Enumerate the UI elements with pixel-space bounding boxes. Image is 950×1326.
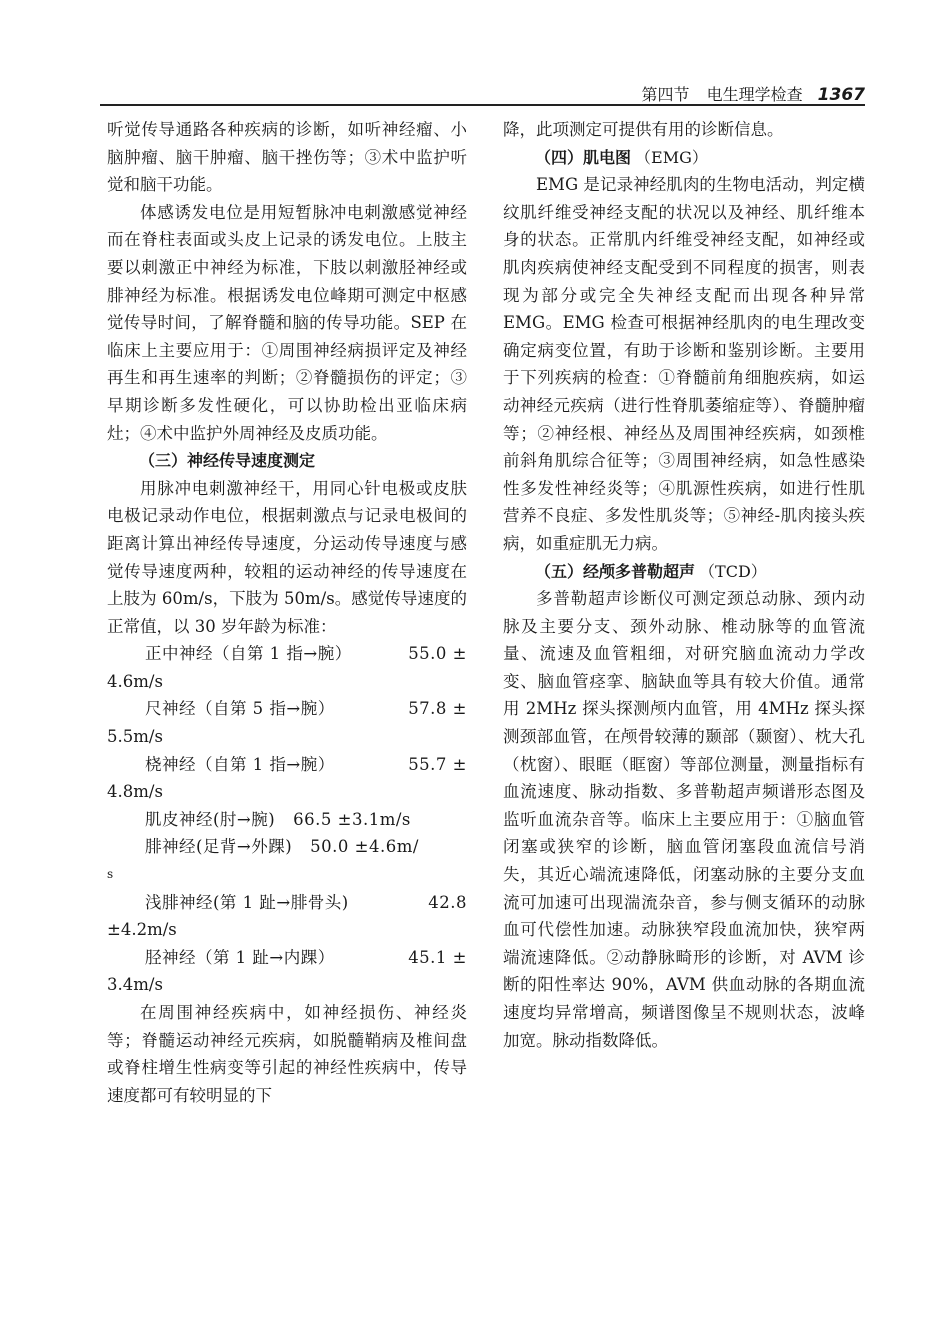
value-entry <box>107 944 467 999</box>
value-entry <box>107 889 467 944</box>
section-heading-abbr: （TCD） <box>699 561 767 581</box>
value-entry <box>107 695 467 750</box>
paragraph-ncv: 用脉冲电刺激神经干，用同心针电极或皮肤电极记录动作电位，根据刺激点与记录电极间的距离计算出神经传导速度，分运动传导速度与感觉传导速度两种，较粗的运动神经的传导速度在上肢为 60m/s，下肢为 50m/s。感觉传导速度的正常值，以 30 岁年龄为标准： <box>107 478 467 636</box>
right-column <box>503 116 865 1054</box>
section-heading-emg <box>503 144 865 172</box>
value-entry <box>107 833 467 888</box>
nerve-name: 腓神经(足背→外踝) <box>144 837 293 857</box>
value-entry <box>107 751 467 806</box>
nerve-value-cont: 4.6m/s <box>107 671 163 691</box>
value-entry <box>107 806 467 834</box>
nerve-name: 桡神经（自第 1 指→腕） <box>144 754 335 774</box>
paragraph-peripheral-disease: 在周围神经疾病中，如神经损伤、神经炎等；脊髓运动神经元疾病，如脱髓鞘病及椎间盘或脊柱增生性病变等引起的神经性疾病中，传导速度都可有较明显的下 <box>107 1003 467 1105</box>
page-header <box>100 80 865 106</box>
section-heading-number: （三） <box>139 451 188 471</box>
nerve-value: 57.8 ± <box>408 699 467 719</box>
nerve-name: 正中神经（自第 1 指→腕） <box>144 644 352 664</box>
page-number: 1367 <box>817 85 865 105</box>
section-heading-title: 神经传导速度测定 <box>187 451 316 471</box>
nerve-value: 45.1 ± <box>408 947 467 967</box>
section-heading-abbr: （EMG） <box>635 147 708 167</box>
paragraph-ncv-cont: 降，此项测定可提供有用的诊断信息。 <box>503 120 784 139</box>
nerve-value: 42.8 <box>428 892 467 912</box>
nerve-name: 尺神经（自第 5 指→腕） <box>144 699 335 719</box>
running-head-title: 电生理学检查 <box>706 85 803 104</box>
section-heading-title: 肌电图 <box>583 147 632 167</box>
nerve-value-cont: ±4.2m/s <box>107 920 177 940</box>
nerve-value-cont: s <box>107 867 114 882</box>
nerve-value: 66.5 ±3.1m/s <box>293 809 411 829</box>
running-head-section: 第四节 <box>641 85 690 104</box>
nerve-value: 55.7 ± <box>408 754 467 774</box>
section-heading-title: 经颅多普勒超声 <box>583 561 696 581</box>
paragraph-tcd: 多普勒超声诊断仪可测定颈总动脉、颈内动脉及主要分支、颈外动脉、椎动脉等的血管流量、流速及血管粗细，对研究脑血流动力学改变、脑血管痉挛、脑缺血等具有较大价值。通常用 2MHz 探头探测颅内血管，用 4MHz 探头探测颈部血管，在颅骨较薄的颞部（颞窗）、枕大孔（枕窗）、眼眶（眶窗）等部位测量，测量指标有血流速度、脉动指数、多普勒超声频谱形态图及监听血流杂音等。临床上主要应用于：①脑血管闭塞或狭窄的诊断，脑血管闭塞段血流信号消失，其近心端流速降低，闭塞动脉的主要分支血流可加速可出现湍流杂音，参与侧支循环的动脉血可代偿性加速。动脉狭窄段血流加快，狭窄两端流速降低。②动静脉畸形的诊断，对 AVM 诊断的阳性率达 90%，AVM 供血动脉的各期血流速度均异常增高，频谱图像呈不规则状态，波峰加宽。脉动指数降低。 <box>503 589 865 1050</box>
nerve-name: 肌皮神经(肘→腕) <box>144 809 276 829</box>
paragraph-sep: 体感诱发电位是用短暂脉冲电刺激感觉神经而在脊柱表面或头皮上记录的诱发电位。上肢主要以刺激正中神经为标准，下肢以刺激胫神经或腓神经为标准。根据诱发电位峰期可测定中枢感觉传导时间，了解脊髓和脑的传导功能。SEP 在临床上主要应用于：①周围神经病损评定及神经再生和再生速率的判断；②脊髓损伤的评定；③早期诊断多发性硬化，可以协助检出亚临床病灶；④术中监护外周神经及皮质功能。 <box>107 202 467 443</box>
value-entry <box>107 640 467 695</box>
nerve-name: 胫神经（第 1 趾→内踝） <box>144 947 335 967</box>
section-heading-ncv <box>107 447 467 475</box>
section-heading-tcd <box>503 558 865 586</box>
nerve-value-cont: 3.4m/s <box>107 975 163 995</box>
nerve-value-cont: 4.8m/s <box>107 782 163 802</box>
nerve-value: 55.0 ± <box>408 644 467 664</box>
header-rule <box>100 104 865 106</box>
paragraph-emg: EMG 是记录神经肌肉的生物电活动，判定横纹肌纤维受神经支配的状况以及神经、肌纤维本身的状态。正常肌内纤维受神经支配，如神经或肌肉疾病使神经支配受到不同程度的损害，则表现为部分或完全失神经支配而出现各种异常 EMG。EMG 检查可根据神经肌肉的电生理改变确定病变位置，有助于诊断和鉴别诊断。主要用于下列疾病的检查：①脊髓前角细胞疾病，如运动神经元疾病（进行性脊肌萎缩症等）、脊髓肿瘤等；②神经根、神经丛及周围神经疾病，如颈椎前斜角肌综合征等；③周围神经病，如急性感染性多发性神经炎等；④肌源性疾病，如进行性肌营养不良症、多发性肌炎等；⑤神经-肌肉接头疾病，如重症肌无力病。 <box>503 175 865 553</box>
section-heading-number: （四） <box>535 147 584 167</box>
nerve-value: 50.0 ±4.6m/ <box>310 837 419 857</box>
paragraph-aep-applications: 听觉传导通路各种疾病的诊断，如听神经瘤、小脑肿瘤、脑干肿瘤、脑干挫伤等；③术中监护听觉和脑干功能。 <box>107 120 467 195</box>
nerve-name: 浅腓神经(第 1 趾→腓骨头) <box>144 892 349 912</box>
left-column <box>107 116 467 1109</box>
section-heading-number: （五） <box>535 561 584 581</box>
nerve-value-cont: 5.5m/s <box>107 727 163 747</box>
running-head <box>641 82 865 105</box>
